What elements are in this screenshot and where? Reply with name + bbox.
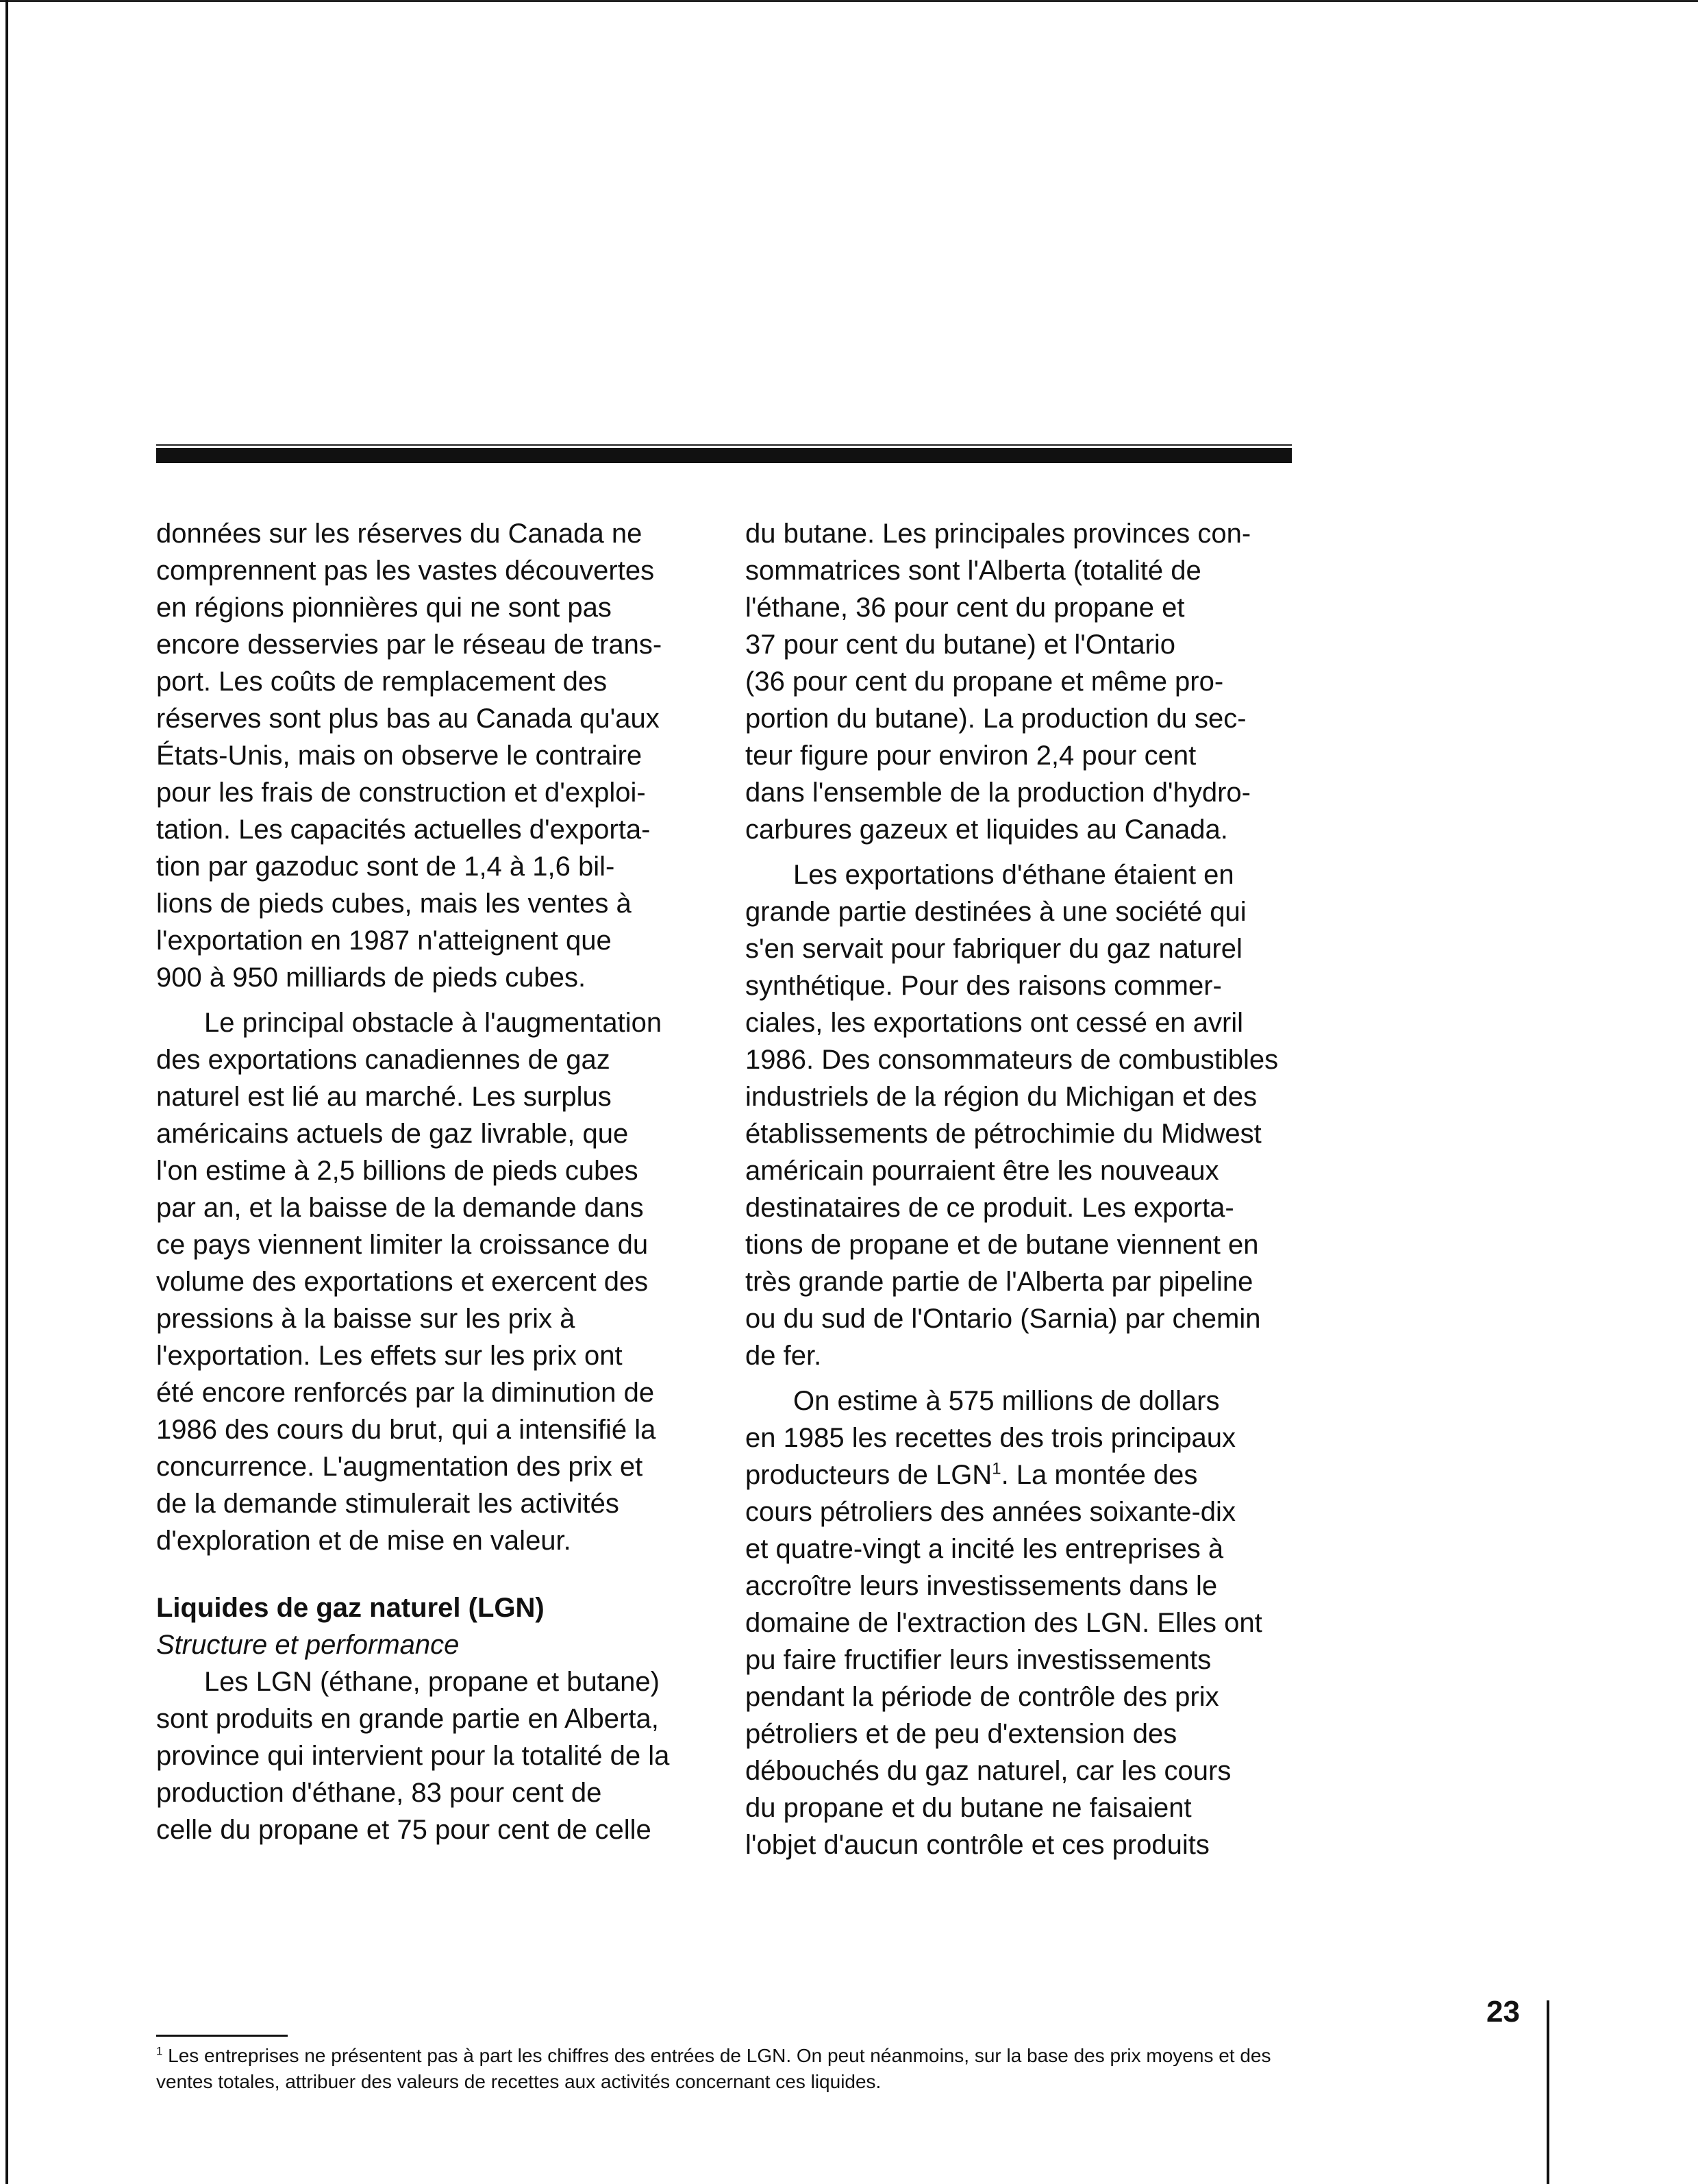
text-line: États-Unis, mais on observe le contraire bbox=[156, 741, 642, 771]
text-line: ou du sud de l'Ontario (Sarnia) par chemin bbox=[745, 1304, 1261, 1334]
text-line: sommatrices sont l'Alberta (totalité de bbox=[745, 556, 1201, 586]
right-paragraph-2 bbox=[745, 856, 1293, 1374]
text-line: accroître leurs investissements dans le bbox=[745, 1571, 1218, 1601]
text-line: synthétique. Pour des raisons commer- bbox=[745, 971, 1222, 1001]
left-paragraph-3 bbox=[156, 1663, 718, 1848]
footnote-rule bbox=[156, 2035, 288, 2037]
right-paragraph-1 bbox=[745, 515, 1293, 848]
text-line: carbures gazeux et liquides au Canada. bbox=[745, 815, 1228, 845]
text-line: celle du propane et 75 pour cent de celle bbox=[156, 1815, 651, 1845]
text-line: établissements de pétrochimie du Midwest bbox=[745, 1119, 1262, 1149]
text-fragment: producteurs de LGN bbox=[745, 1460, 992, 1490]
text-line: pour les frais de construction et d'exploi- bbox=[156, 778, 646, 808]
left-paragraph-1 bbox=[156, 515, 718, 996]
text-line: l'on estime à 2,5 billions de pieds cubes bbox=[156, 1156, 638, 1186]
text-line: de fer. bbox=[745, 1341, 822, 1371]
page-number: 23 bbox=[1486, 1995, 1520, 2028]
left-column bbox=[156, 515, 718, 1857]
right-paragraph-3 bbox=[745, 1382, 1293, 1863]
text-line: sont produits en grande partie en Alberta, bbox=[156, 1704, 659, 1734]
text-line: portion du butane). La production du sec- bbox=[745, 704, 1247, 734]
text-line bbox=[745, 1456, 1293, 1493]
text-line: pressions à la baisse sur les prix à bbox=[156, 1304, 575, 1334]
footnote-line-1 bbox=[156, 2043, 1307, 2069]
section-subheading: Structure et performance bbox=[156, 1630, 460, 1660]
text-line: été encore renforcés par la diminution de bbox=[156, 1378, 655, 1408]
text-line: teur figure pour environ 2,4 pour cent bbox=[745, 741, 1197, 771]
text-line: réserves sont plus bas au Canada qu'aux bbox=[156, 704, 660, 734]
text-line: 1986 des cours du brut, qui a intensifié la bbox=[156, 1415, 656, 1445]
header-bar bbox=[156, 448, 1292, 463]
text-line: ciales, les exportations ont cessé en avril bbox=[745, 1008, 1244, 1038]
text-line: concurrence. L'augmentation des prix et bbox=[156, 1452, 643, 1482]
top-border-rule bbox=[0, 0, 1698, 2]
footnote-marker: 1 bbox=[156, 2044, 163, 2058]
text-line: cours pétroliers des années soixante-dix bbox=[745, 1497, 1236, 1527]
left-border-rule bbox=[5, 0, 8, 2184]
text-line: Le principal obstacle à l'augmentation bbox=[204, 1008, 662, 1038]
footnote-reference: 1 bbox=[992, 1459, 1001, 1478]
text-line: encore desservies par le réseau de trans- bbox=[156, 630, 662, 660]
text-line: en 1985 les recettes des trois principaux bbox=[745, 1423, 1236, 1453]
text-line: On estime à 575 millions de dollars bbox=[793, 1386, 1220, 1416]
footnote-text: Les entreprises ne présentent pas à part les chiffres des entrées de LGN. On peut néanmoins, sur la base des prix moyens et des bbox=[162, 2045, 1271, 2066]
text-line: industriels de la région du Michigan et des bbox=[745, 1082, 1258, 1112]
text-line: l'éthane, 36 pour cent du propane et bbox=[745, 593, 1185, 623]
text-line: américain pourraient être les nouveaux bbox=[745, 1156, 1219, 1186]
text-line: production d'éthane, 83 pour cent de bbox=[156, 1778, 602, 1808]
text-line: d'exploration et de mise en valeur. bbox=[156, 1526, 571, 1556]
text-line: tions de propane et de butane viennent en bbox=[745, 1230, 1259, 1260]
text-line: s'en servait pour fabriquer du gaz naturel bbox=[745, 934, 1243, 964]
text-line: débouchés du gaz naturel, car les cours bbox=[745, 1756, 1232, 1786]
text-line: pendant la période de contrôle des prix bbox=[745, 1682, 1219, 1712]
text-line: en régions pionnières qui ne sont pas bbox=[156, 593, 612, 623]
header-thin-rule bbox=[156, 444, 1292, 446]
text-line: Les LGN (éthane, propane et butane) bbox=[204, 1667, 660, 1697]
footnote bbox=[156, 2043, 1307, 2095]
text-line: pu faire fructifier leurs investissements bbox=[745, 1645, 1212, 1675]
text-line: l'objet d'aucun contrôle et ces produits bbox=[745, 1830, 1210, 1860]
left-paragraph-2 bbox=[156, 1004, 718, 1559]
text-line: pétroliers et de peu d'extension des bbox=[745, 1719, 1177, 1749]
text-line: province qui intervient pour la totalité de la bbox=[156, 1741, 670, 1771]
footnote-line-2: ventes totales, attribuer des valeurs de recettes aux activités concernant ces liquides. bbox=[156, 2071, 882, 2092]
text-line: naturel est lié au marché. Les surplus bbox=[156, 1082, 612, 1112]
text-line: tation. Les capacités actuelles d'exporta- bbox=[156, 815, 651, 845]
text-line: volume des exportations et exercent des bbox=[156, 1267, 649, 1297]
text-line: port. Les coûts de remplacement des bbox=[156, 667, 608, 697]
text-line: comprennent pas les vastes découvertes bbox=[156, 556, 655, 586]
text-line: 1986. Des consommateurs de combustibles bbox=[745, 1045, 1279, 1075]
text-line: américains actuels de gaz livrable, que bbox=[156, 1119, 629, 1149]
text-fragment: . La montée des bbox=[1001, 1460, 1198, 1490]
text-line: et quatre-vingt a incité les entreprises à bbox=[745, 1534, 1224, 1564]
text-line: domaine de l'extraction des LGN. Elles ont bbox=[745, 1608, 1262, 1638]
text-line: tion par gazoduc sont de 1,4 à 1,6 bil- bbox=[156, 852, 615, 882]
text-line: ce pays viennent limiter la croissance du bbox=[156, 1230, 649, 1260]
text-line: du butane. Les principales provinces con- bbox=[745, 519, 1251, 549]
text-line: données sur les réserves du Canada ne bbox=[156, 519, 642, 549]
text-line: très grande partie de l'Alberta par pipeline bbox=[745, 1267, 1253, 1297]
right-column bbox=[745, 515, 1293, 1872]
text-line: dans l'ensemble de la production d'hydro- bbox=[745, 778, 1251, 808]
text-line: 37 pour cent du butane) et l'Ontario bbox=[745, 630, 1176, 660]
text-line: par an, et la baisse de la demande dans bbox=[156, 1193, 644, 1223]
section-heading: Liquides de gaz naturel (LGN) bbox=[156, 1593, 545, 1623]
text-line: du propane et du butane ne faisaient bbox=[745, 1793, 1192, 1823]
text-line: 900 à 950 milliards de pieds cubes. bbox=[156, 963, 586, 993]
text-line: de la demande stimulerait les activités bbox=[156, 1489, 619, 1519]
right-margin-rule bbox=[1547, 2000, 1549, 2184]
text-line: des exportations canadiennes de gaz bbox=[156, 1045, 610, 1075]
text-line: l'exportation. Les effets sur les prix ont bbox=[156, 1341, 623, 1371]
text-line: grande partie destinées à une société qui bbox=[745, 897, 1247, 927]
text-line: Les exportations d'éthane étaient en bbox=[793, 860, 1234, 890]
text-line: lions de pieds cubes, mais les ventes à bbox=[156, 889, 632, 919]
text-line: l'exportation en 1987 n'atteignent que bbox=[156, 926, 612, 956]
text-line: (36 pour cent du propane et même pro- bbox=[745, 667, 1224, 697]
text-line: destinataires de ce produit. Les exporta- bbox=[745, 1193, 1234, 1223]
